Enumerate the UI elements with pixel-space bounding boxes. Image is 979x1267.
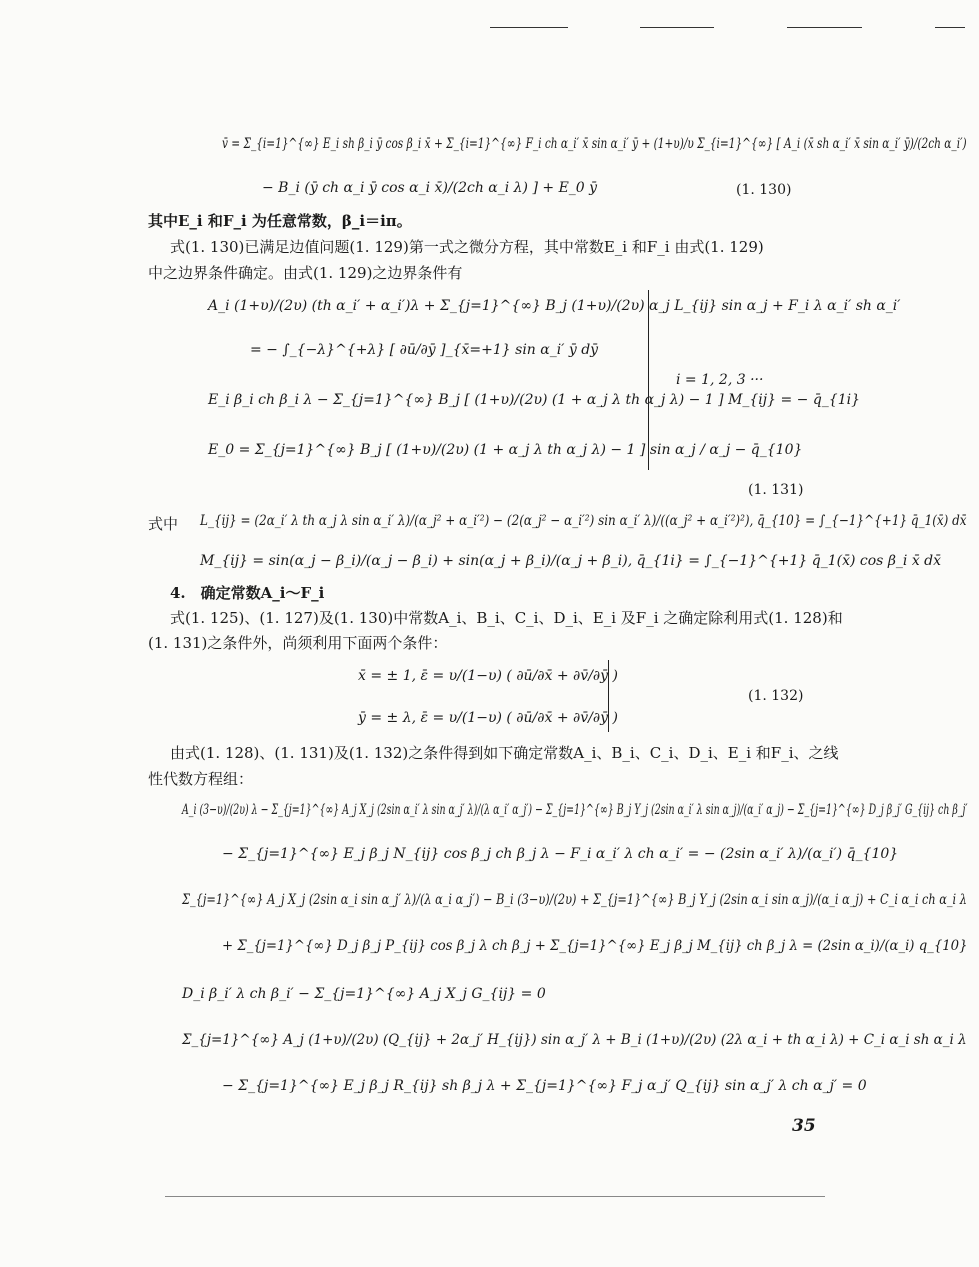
text-line-8: 性代数方程组： [148,770,254,788]
system-line-1: A_i (3−υ)/(2υ) λ − Σ_{j=1}^{∞} A_j X_j (2sin α_i′ λ sin α_j′ λ)/(λ α_i′ α_j′) − Σ_{j=1}^{∞} B_j Y_j (2sin α_i′ λ sin α_j)/(α_i′ α_j) − Σ_{j=1}^{∞} D_j β_j′ G_{ij} ch β_j′ [182,802,968,818]
eq-131-brace [648,290,649,470]
eq-130-line-2: − B_i (ȳ ch α_i ȳ cos α_i x̄)/(2ch α_i λ) ] + E_0 ȳ [262,180,598,196]
header-rule-3 [787,27,862,28]
eq-132-line-1: x̄ = ± 1, ε̄ = υ/(1−υ) ( ∂ū/∂x̄ + ∂v̄/∂ȳ ) [358,668,618,684]
eq-132-line-2: ȳ = ± λ, ε̄ = υ/(1−υ) ( ∂ū/∂x̄ + ∂v̄/∂ȳ ) [358,710,618,726]
text-line-2: 式(1. 130)已满足边值问题(1. 129)第一式之微分方程，其中常数E_i 和F_i 由式(1. 129) [170,238,764,256]
header-rule-4 [935,27,965,28]
text-line-3: 中之边界条件确定。由式(1. 129)之边界条件有 [148,264,463,282]
eq-130-label: (1. 130) [736,182,792,198]
eq-131-where-line-2: M_{ij} = sin(α_j − β_i)/(α_j − β_i) + sin(α_j + β_i)/(α_j + β_i), q̄_{1i} = ∫_{−1}^{+1} q̄_1(x̄) cos β_i x̄ dx̄ [200,553,942,569]
header-rule-1 [490,27,568,28]
text-line-1: 其中E_i 和F_i 为任意常数，β_i＝iπ。 [148,212,412,230]
footer-rule [165,1196,825,1197]
eq-130-line-1: v̄ = Σ_{i=1}^{∞} E_i sh β_i ȳ cos β_i x̄ + Σ_{i=1}^{∞} F_i ch α_i′ x̄ sin α_i′ ȳ + (1+υ)/υ Σ_{i=1}^{∞} [ A_i (x̄ sh α_i′ x̄ sin α_i′ ȳ)/(2ch α_i′) [222,136,967,152]
text-line-7: 由式(1. 128)、(1. 131)及(1. 132)之条件得到如下确定常数A_i、B_i、C_i、D_i、E_i 和F_i、之线 [170,744,839,762]
eq-131-where-line-1: L_{ij} = (2α_i′ λ th α_j λ sin α_i′ λ)/(α_j² + α_i′²) − (2(α_j² − α_i′²) sin α_i′ λ)/((α_j² + α_i′²)²), q̄_{10} = ∫_{−1}^{+1} q̄_1(x̄) dx̄ [200,513,967,529]
eq-131-line-2: = − ∫_{−λ}^{+λ} [ ∂ū/∂ȳ ]_{x̄=+1} sin α_i′ ȳ dȳ [250,342,599,358]
system-line-3: Σ_{j=1}^{∞} A_j X_j (2sin α_i sin α_j′ λ)/(λ α_i α_j′) − B_i (3−υ)/(2υ) + Σ_{j=1}^{∞} B_j Y_j (2sin α_i sin α_j)/(α_i α_j) + C_i α_i ch α_i λ [182,892,967,908]
system-line-4: + Σ_{j=1}^{∞} D_j β_j P_{ij} cos β_j λ ch β_j + Σ_{j=1}^{∞} E_j β_j M_{ij} ch β_j λ = (2sin α_i)/(α_i) q_{10} [222,938,968,954]
page-number: 35 [792,1116,816,1136]
system-line-7: − Σ_{j=1}^{∞} E_j β_j R_{ij} sh β_j λ + Σ_{j=1}^{∞} F_j α_j′ Q_{ij} sin α_j′ λ ch α_j′ = 0 [222,1078,867,1094]
eq-131-label: (1. 131) [748,482,804,498]
eq-131-line-1: A_i (1+υ)/(2υ) (th α_i′ + α_i′)λ + Σ_{j=1}^{∞} B_j (1+υ)/(2υ) α_j L_{ij} sin α_j + F_i λ α_i′ sh α_i′ [208,298,901,314]
eq-132-label: (1. 132) [748,688,804,704]
text-line-6: (1. 131)之条件外，尚须利用下面两个条件： [148,634,448,652]
eq-132-brace [600,660,609,732]
eq-131-condition: i = 1, 2, 3 ··· [676,372,764,388]
header-rule-2 [640,27,714,28]
system-line-5: D_i β_i′ λ ch β_i′ − Σ_{j=1}^{∞} A_j X_j G_{ij} = 0 [182,986,546,1002]
text-line-5: 式(1. 125)、(1. 127)及(1. 130)中常数A_i、B_i、C_i、D_i、E_i 及F_i 之确定除利用式(1. 128)和 [170,609,843,627]
section-heading-4: 4. 确定常数A_i～F_i [170,584,325,602]
eq-131-where-prefix: 式中 [148,515,179,533]
system-line-6: Σ_{j=1}^{∞} A_j (1+υ)/(2υ) (Q_{ij} + 2α_j′ H_{ij}) sin α_j′ λ + B_i (1+υ)/(2υ) (2λ α_i + th α_i λ) + C_i α_i sh α_i λ [182,1032,967,1048]
eq-131-line-4: E_0 = Σ_{j=1}^{∞} B_j [ (1+υ)/(2υ) (1 + α_j λ th α_j λ) − 1 ] sin α_j / α_j − q̄_{10} [208,442,803,458]
system-line-2: − Σ_{j=1}^{∞} E_j β_j N_{ij} cos β_j ch β_j λ − F_i α_i′ λ ch α_i′ = − (2sin α_i′ λ)/(α_i′) q̄_{10} [222,846,899,862]
eq-131-line-3: E_i β_i ch β_i λ − Σ_{j=1}^{∞} B_j [ (1+υ)/(2υ) (1 + α_j λ th α_j λ) − 1 ] M_{ij} = − q̄_{1i} [208,392,861,408]
